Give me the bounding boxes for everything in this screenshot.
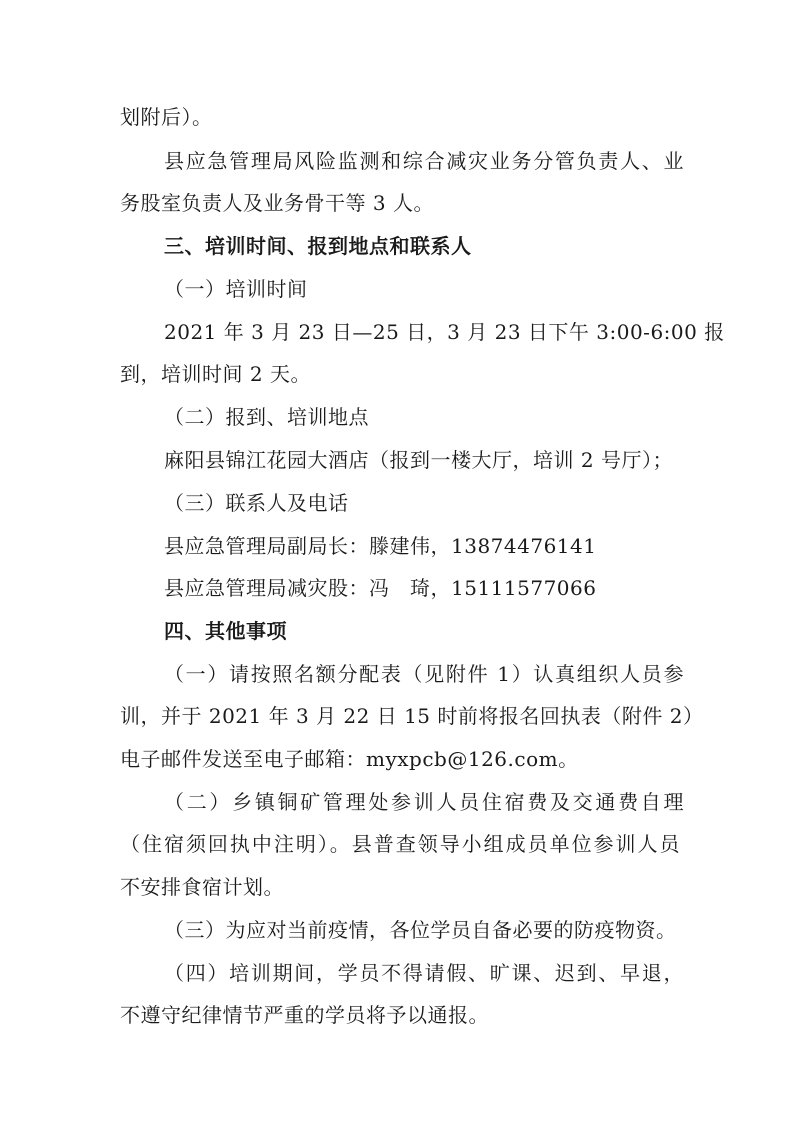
section-heading-3: 三、培训时间、报到地点和联系人 (164, 234, 472, 258)
paragraph-line: 不遵守纪律情节严重的学员将予以通报。 (120, 1003, 489, 1027)
contact-line: 县应急管理局副局长：滕建伟，13874476141 (164, 534, 597, 558)
contact-line: 县应急管理局减灾股：冯 琦，15111577066 (164, 576, 597, 600)
paragraph-line: 县应急管理局风险监测和综合减灾业务分管负责人、业 (164, 149, 684, 173)
paragraph-line: 训，并于 2021 年 3 月 22 日 15 时前将报名回执表（附件 2） (120, 704, 704, 728)
paragraph-line: 不安排食宿计划。 (120, 875, 284, 899)
subsection-heading: （一）培训时间 (164, 277, 308, 301)
paragraph-line: （三）为应对当前疫情，各位学员自备必要的防疫物资。 (164, 918, 677, 942)
paragraph-line: 2021 年 3 月 23 日—25 日，3 月 23 日下午 3:00-6:00 报 (164, 320, 725, 344)
paragraph-line: （四）培训期间，学员不得请假、旷课、迟到、早退， (164, 961, 684, 985)
paragraph-line: 电子邮件发送至电子邮箱：myxpcb@126.com。 (120, 747, 579, 771)
subsection-heading: （三）联系人及电话 (164, 491, 349, 515)
paragraph-line: 划附后）。 (120, 105, 213, 129)
paragraph-line: （二）乡镇铜矿管理处参训人员住宿费及交通费自理 (164, 790, 684, 814)
paragraph-line: 麻阳县锦江花园大酒店（报到一楼大厅，培训 2 号厅）； (164, 448, 673, 472)
paragraph-line: （住宿须回执中注明）。县普查领导小组成员单位参训人员 (120, 832, 680, 856)
paragraph-line: 到，培训时间 2 天。 (120, 362, 311, 386)
paragraph-line: 务股室负责人及业务骨干等 3 人。 (120, 191, 434, 215)
subsection-heading: （二）报到、培训地点 (164, 405, 369, 429)
section-heading-4: 四、其他事项 (164, 619, 287, 643)
paragraph-line: （一）请按照名额分配表（见附件 1）认真组织人员参 (164, 662, 684, 686)
